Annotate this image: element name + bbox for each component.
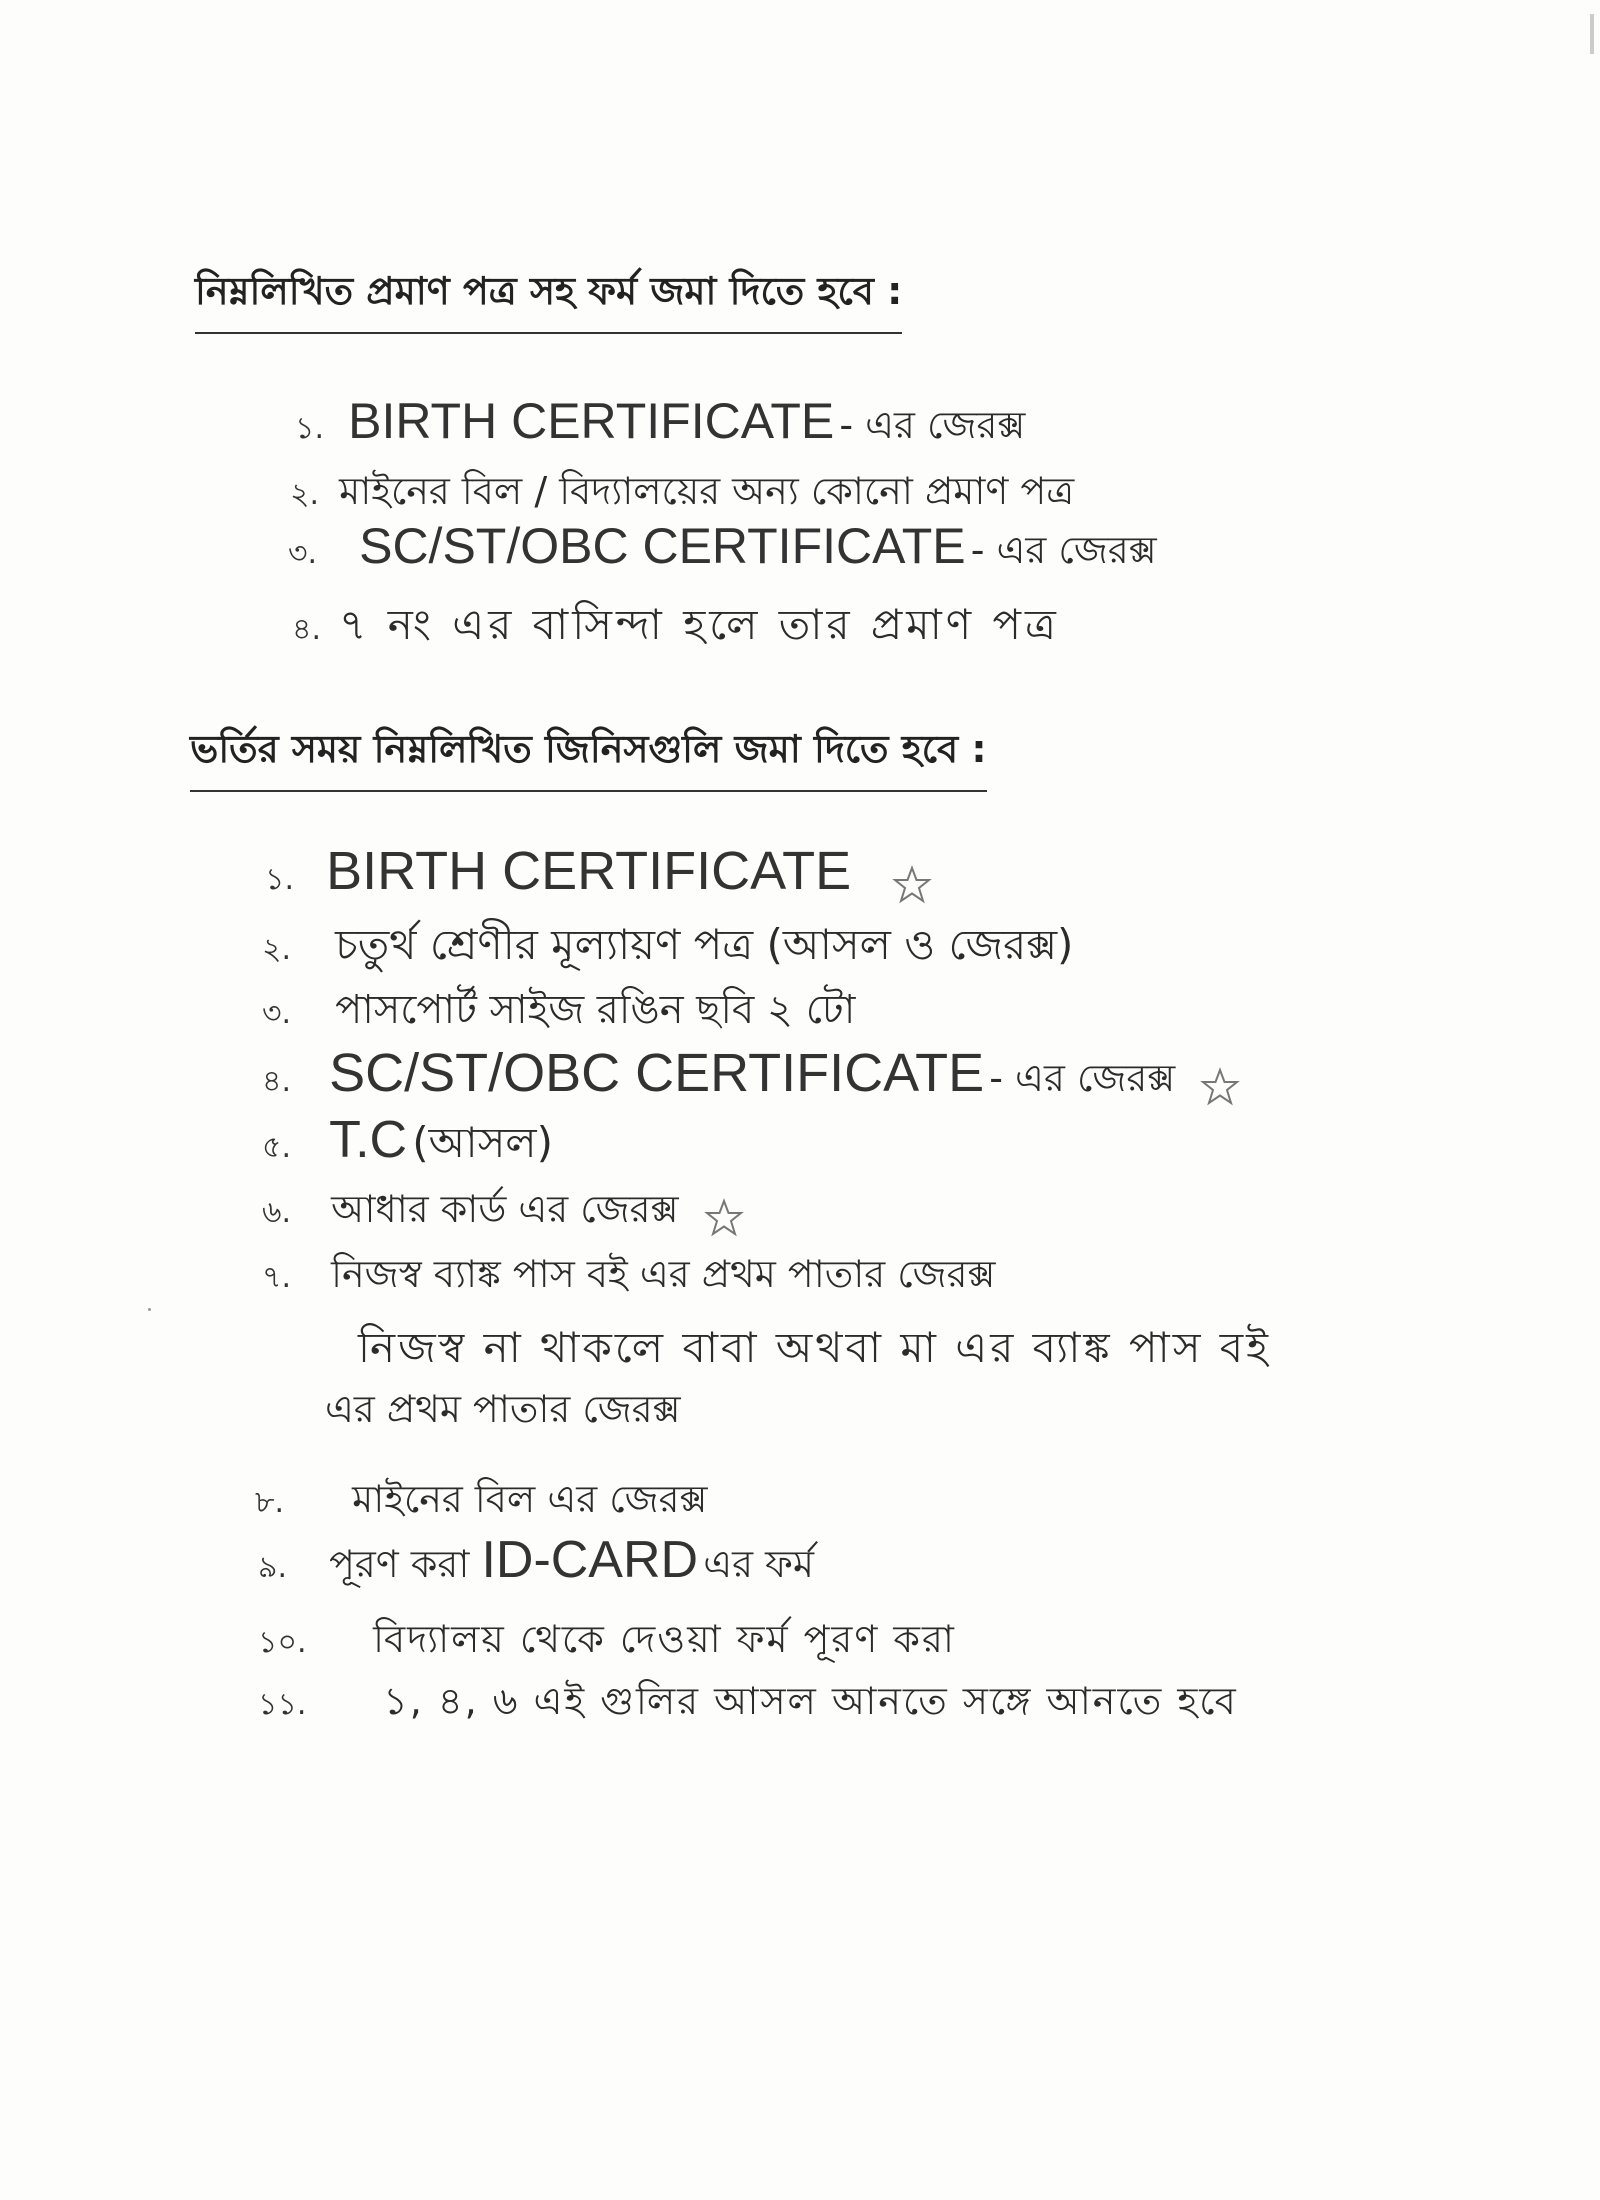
star-icon — [1200, 1067, 1240, 1107]
section2-heading: ভর্তির সময় নিম্নলিখিত জিনিসগুলি জমা দিতে হবে : — [190, 720, 987, 792]
section2-item-5 — [262, 1110, 553, 1181]
item-number: ৪. — [292, 612, 322, 647]
section1-item-1 — [295, 392, 1025, 460]
item-latin-text: SC/ST/OBC CERTIFICATE — [329, 1043, 985, 1103]
section2-item-7 — [262, 1245, 995, 1309]
item-text: এর ফর্ম — [703, 1542, 814, 1586]
section1-item-4 — [292, 592, 1060, 663]
item-text: - এর জেরক্স — [989, 1056, 1176, 1100]
item-text: আধার কার্ড এর জেরক্স — [331, 1187, 679, 1231]
item-number: ২. — [290, 477, 320, 512]
section2-item-7-continuation-2 — [325, 1380, 681, 1444]
item-text: মাইনের বিল এর জেরক্স — [352, 1477, 708, 1521]
item-text: - এর জেরক্স — [839, 403, 1026, 447]
item-text: মাইনের বিল / বিদ্যালয়ের অন্য কোনো প্রমাণ পত্র — [339, 469, 1075, 513]
section1-heading: নিম্নলিখিত প্রমাণ পত্র সহ ফর্ম জমা দিতে হবে : — [195, 262, 902, 334]
item-number: ১১. — [258, 1687, 307, 1722]
item-text: চতুর্থ শ্রেণীর মূল্যায়ণ পত্র (আসল ও জেরক্স) — [335, 920, 1074, 969]
section2-item-10 — [258, 1610, 956, 1674]
section2-item-7-continuation — [358, 1315, 1271, 1386]
item-text: নিজস্ব ব্যাঙ্ক পাস বই এর প্রথম পাতার জেরক্স — [331, 1252, 996, 1296]
item-text: নিজস্ব না থাকলে বাবা অথবা মা এর ব্যাঙ্ক পাস বই — [358, 1323, 1272, 1372]
item-text-prefix: পূরণ করা — [329, 1542, 482, 1586]
star-icon — [892, 865, 932, 905]
item-latin-text: T.C — [329, 1111, 408, 1169]
item-latin-text: SC/ST/OBC CERTIFICATE — [359, 518, 966, 574]
item-number: ৭. — [262, 1260, 292, 1295]
section1-item-3 — [288, 517, 1157, 585]
item-text: বিদ্যালয় থেকে দেওয়া ফর্ম পূরণ করা — [373, 1617, 956, 1661]
item-text: (আসল) — [412, 1118, 553, 1167]
item-latin-text: BIRTH CERTIFICATE — [326, 841, 852, 901]
section2-item-3 — [262, 978, 855, 1045]
section2-item-4 — [262, 1042, 1240, 1113]
section2-item-11 — [258, 1672, 1238, 1736]
item-text: - এর জেরক্স — [970, 528, 1157, 572]
item-number: ১. — [265, 862, 295, 897]
item-number: ১০. — [258, 1625, 307, 1660]
section2-item-8 — [255, 1470, 707, 1534]
item-number: ৫. — [262, 1130, 292, 1165]
item-text: পাসপোর্ট সাইজ রঙিন ছবি ২ টো — [335, 987, 856, 1033]
section2-item-6 — [262, 1180, 744, 1244]
item-number: ৬. — [262, 1195, 292, 1230]
item-number: ৮. — [255, 1485, 285, 1520]
item-text: ১, ৪, ৬ এই গুলির আসল আনতে সঙ্গে আনতে হবে — [383, 1679, 1238, 1723]
item-latin-text: BIRTH CERTIFICATE — [348, 393, 835, 449]
section2-item-9 — [258, 1530, 814, 1599]
item-number: ২. — [262, 932, 292, 967]
paper-speck — [148, 1308, 151, 1311]
paper-speck — [1590, 14, 1594, 54]
item-number: ১. — [295, 411, 325, 446]
item-latin-text: ID-CARD — [481, 1531, 699, 1589]
item-text: ৭ নং এর বাসিন্দা হলে তার প্রমাণ পত্র — [339, 600, 1060, 649]
star-icon — [704, 1198, 744, 1238]
section2-item-1 — [265, 840, 932, 906]
section2-item-2 — [262, 912, 1073, 983]
item-text: এর প্রথম পাতার জেরক্স — [325, 1387, 681, 1431]
item-number: ৩. — [288, 536, 318, 571]
item-number: ৩. — [262, 996, 292, 1031]
item-number: ৪. — [262, 1064, 292, 1099]
item-number: ৯. — [258, 1550, 288, 1585]
